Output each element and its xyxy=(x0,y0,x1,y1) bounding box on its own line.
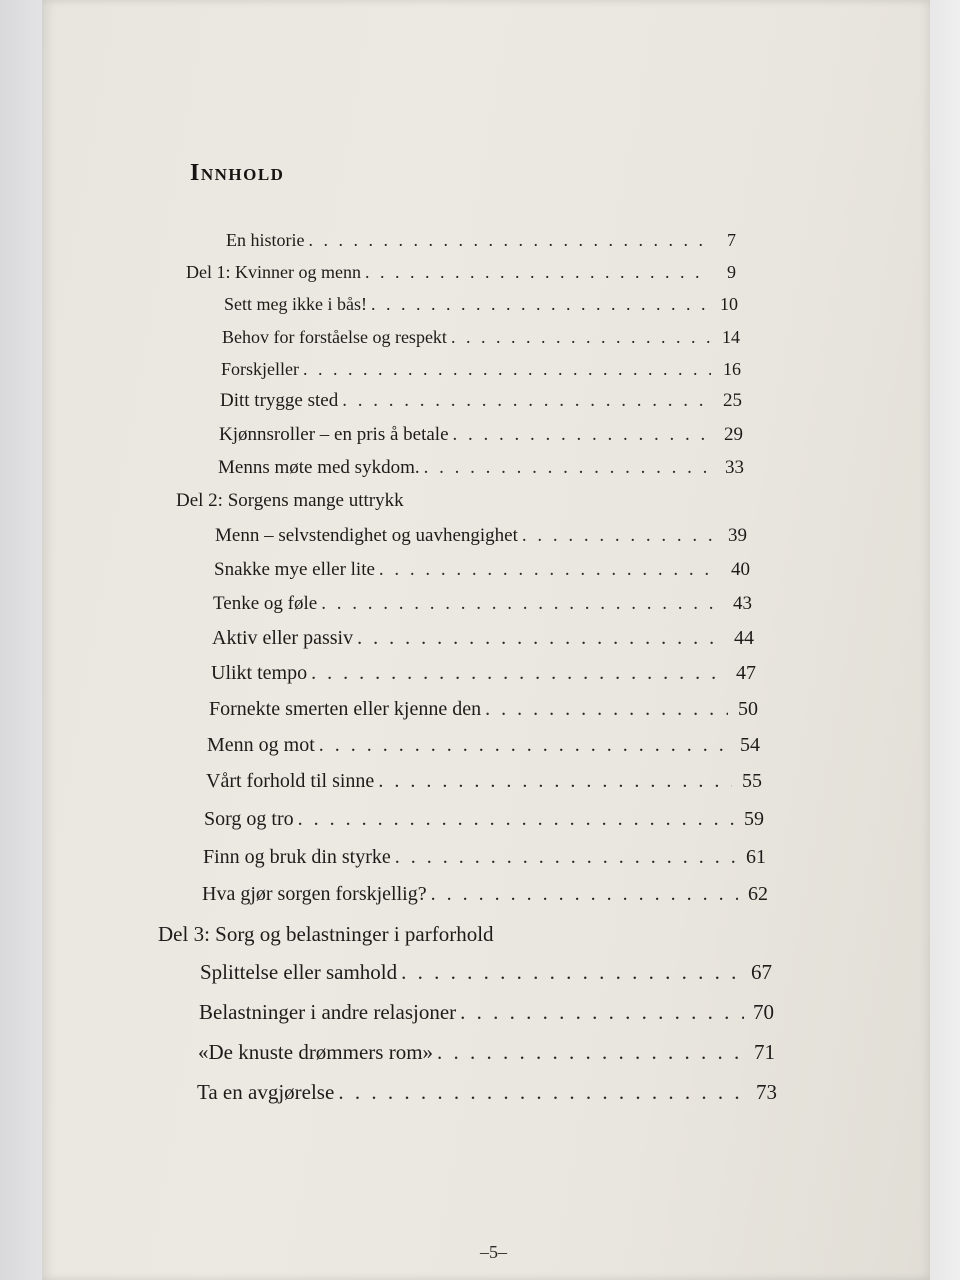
toc-entry xyxy=(224,292,738,316)
toc-leader-dots xyxy=(371,292,708,316)
toc-leader-dots xyxy=(342,389,712,413)
toc-entry-title: Belastninger i andre relasjoner xyxy=(199,1000,457,1024)
toc-entry xyxy=(220,389,742,413)
toc-entry-title: Menns møte med sykdom. xyxy=(218,457,420,478)
toc-entry xyxy=(215,524,747,548)
toc-entry-page: 29 xyxy=(724,424,743,445)
toc-entry-title: Aktiv eller passiv xyxy=(212,627,354,649)
toc-entry-page: 70 xyxy=(753,1000,774,1024)
toc-entry-page: 44 xyxy=(734,627,754,649)
toc-leader-dots xyxy=(378,769,732,793)
toc-entry-page: 40 xyxy=(731,559,750,580)
toc-part xyxy=(158,922,770,946)
toc-entry-title: Snakke mye eller lite xyxy=(214,559,375,580)
toc-entry-page: 73 xyxy=(756,1080,777,1104)
toc-entry-page: 71 xyxy=(754,1040,775,1064)
toc-entry-page: 7 xyxy=(727,230,736,250)
toc-entry-title: Del 1: Kvinner og menn xyxy=(186,262,361,282)
toc-entry-title: Behov for forståelse og respekt xyxy=(222,327,447,347)
toc-entry-title: «De knuste drømmers rom» xyxy=(198,1040,434,1064)
toc-leader-dots xyxy=(460,1000,744,1024)
toc-leader-dots xyxy=(453,423,713,447)
toc-entry-page: 55 xyxy=(742,770,762,792)
toc-entry xyxy=(209,697,758,721)
toc-entry-page: 47 xyxy=(736,662,756,684)
toc-entry xyxy=(211,661,756,685)
toc-entry-title: Menn og mot xyxy=(207,734,315,756)
toc-leader-dots xyxy=(311,661,726,685)
toc-entry xyxy=(221,357,741,381)
toc-entry-title: Sett meg ikke i bås! xyxy=(224,294,367,314)
toc-entry-page: 16 xyxy=(723,359,741,379)
toc-entry-page: 43 xyxy=(733,593,752,614)
toc-entry xyxy=(204,807,764,831)
toc-entry-title: Ta en avgjørelse xyxy=(197,1080,335,1104)
toc-leader-dots xyxy=(485,697,728,721)
toc-entry xyxy=(218,456,744,480)
toc-entry-page: 39 xyxy=(728,525,747,546)
toc-entry-title: Ulikt tempo xyxy=(211,662,308,684)
toc-leader-dots xyxy=(522,524,717,548)
toc-entry-title: Del 2: Sorgens mange uttrykk xyxy=(176,490,404,511)
toc-leader-dots xyxy=(357,626,724,650)
toc-entry-title: Tenke og føle xyxy=(213,593,318,614)
toc-entry xyxy=(214,558,750,582)
toc-leader-dots xyxy=(437,1040,745,1064)
toc-entry-title: Kjønnsroller – en pris å betale xyxy=(219,424,449,445)
toc-entry-page: 62 xyxy=(748,883,768,905)
toc-entry xyxy=(212,626,754,650)
toc-entry xyxy=(206,769,762,793)
toc-leader-dots xyxy=(309,228,707,252)
toc-entry xyxy=(203,845,766,869)
toc-part xyxy=(186,260,736,284)
page-number: –5– xyxy=(480,1242,507,1262)
toc-entry-title: Del 3: Sorg og belastninger i parforhold xyxy=(158,922,494,946)
toc-leader-dots xyxy=(431,882,738,906)
toc-leader-dots xyxy=(451,325,710,349)
toc-leader-dots xyxy=(338,1080,747,1104)
toc-entry xyxy=(197,1080,777,1104)
toc-leader-dots xyxy=(298,807,734,831)
toc-leader-dots xyxy=(303,357,711,381)
toc-entry-title: Ditt trygge sted xyxy=(220,390,339,411)
toc-entry-page: 61 xyxy=(746,846,766,868)
toc-entry-page: 50 xyxy=(738,698,758,720)
toc-entry xyxy=(198,1040,775,1064)
toc-entry-title: Splittelse eller samhold xyxy=(200,960,398,984)
toc-leader-dots xyxy=(321,592,722,616)
toc-entry-page: 10 xyxy=(720,294,738,314)
toc-leader-dots xyxy=(365,260,706,284)
toc-entry-page: 25 xyxy=(723,390,742,411)
toc-entry-page: 33 xyxy=(725,457,744,478)
toc-entry xyxy=(207,733,760,757)
toc-entry-title: Finn og bruk din styrke xyxy=(203,846,391,868)
page-title: Innhold xyxy=(190,160,285,186)
toc-leader-dots xyxy=(379,558,720,582)
toc-part xyxy=(176,489,746,513)
toc-entry-title: En historie xyxy=(226,230,305,250)
toc-entry-title: Forskjeller xyxy=(221,359,299,379)
toc-leader-dots xyxy=(401,960,742,984)
toc-entry xyxy=(199,1000,774,1024)
toc-entry xyxy=(226,228,736,252)
toc-entry xyxy=(219,423,743,447)
toc-entry-page: 59 xyxy=(744,808,764,830)
toc-leader-dots xyxy=(424,456,714,480)
toc-entry-page: 54 xyxy=(740,734,760,756)
toc-entry-page: 9 xyxy=(727,262,736,282)
toc-entry xyxy=(222,325,740,349)
toc-entry-title: Sorg og tro xyxy=(204,808,294,830)
toc-entry-title: Menn – selvstendighet og uavhengighet xyxy=(215,525,518,546)
toc-leader-dots xyxy=(319,733,730,757)
toc-leader-dots xyxy=(395,845,736,869)
toc-entry xyxy=(202,882,768,906)
toc-entry-title: Fornekte smerten eller kjenne den xyxy=(209,698,482,720)
toc-entry xyxy=(200,960,772,984)
toc-entry-page: 14 xyxy=(722,327,740,347)
toc-entry-title: Vårt forhold til sinne xyxy=(206,770,375,792)
toc-entry-title: Hva gjør sorgen forskjellig? xyxy=(202,883,427,905)
toc-entry xyxy=(213,592,752,616)
toc-entry-page: 67 xyxy=(751,960,772,984)
